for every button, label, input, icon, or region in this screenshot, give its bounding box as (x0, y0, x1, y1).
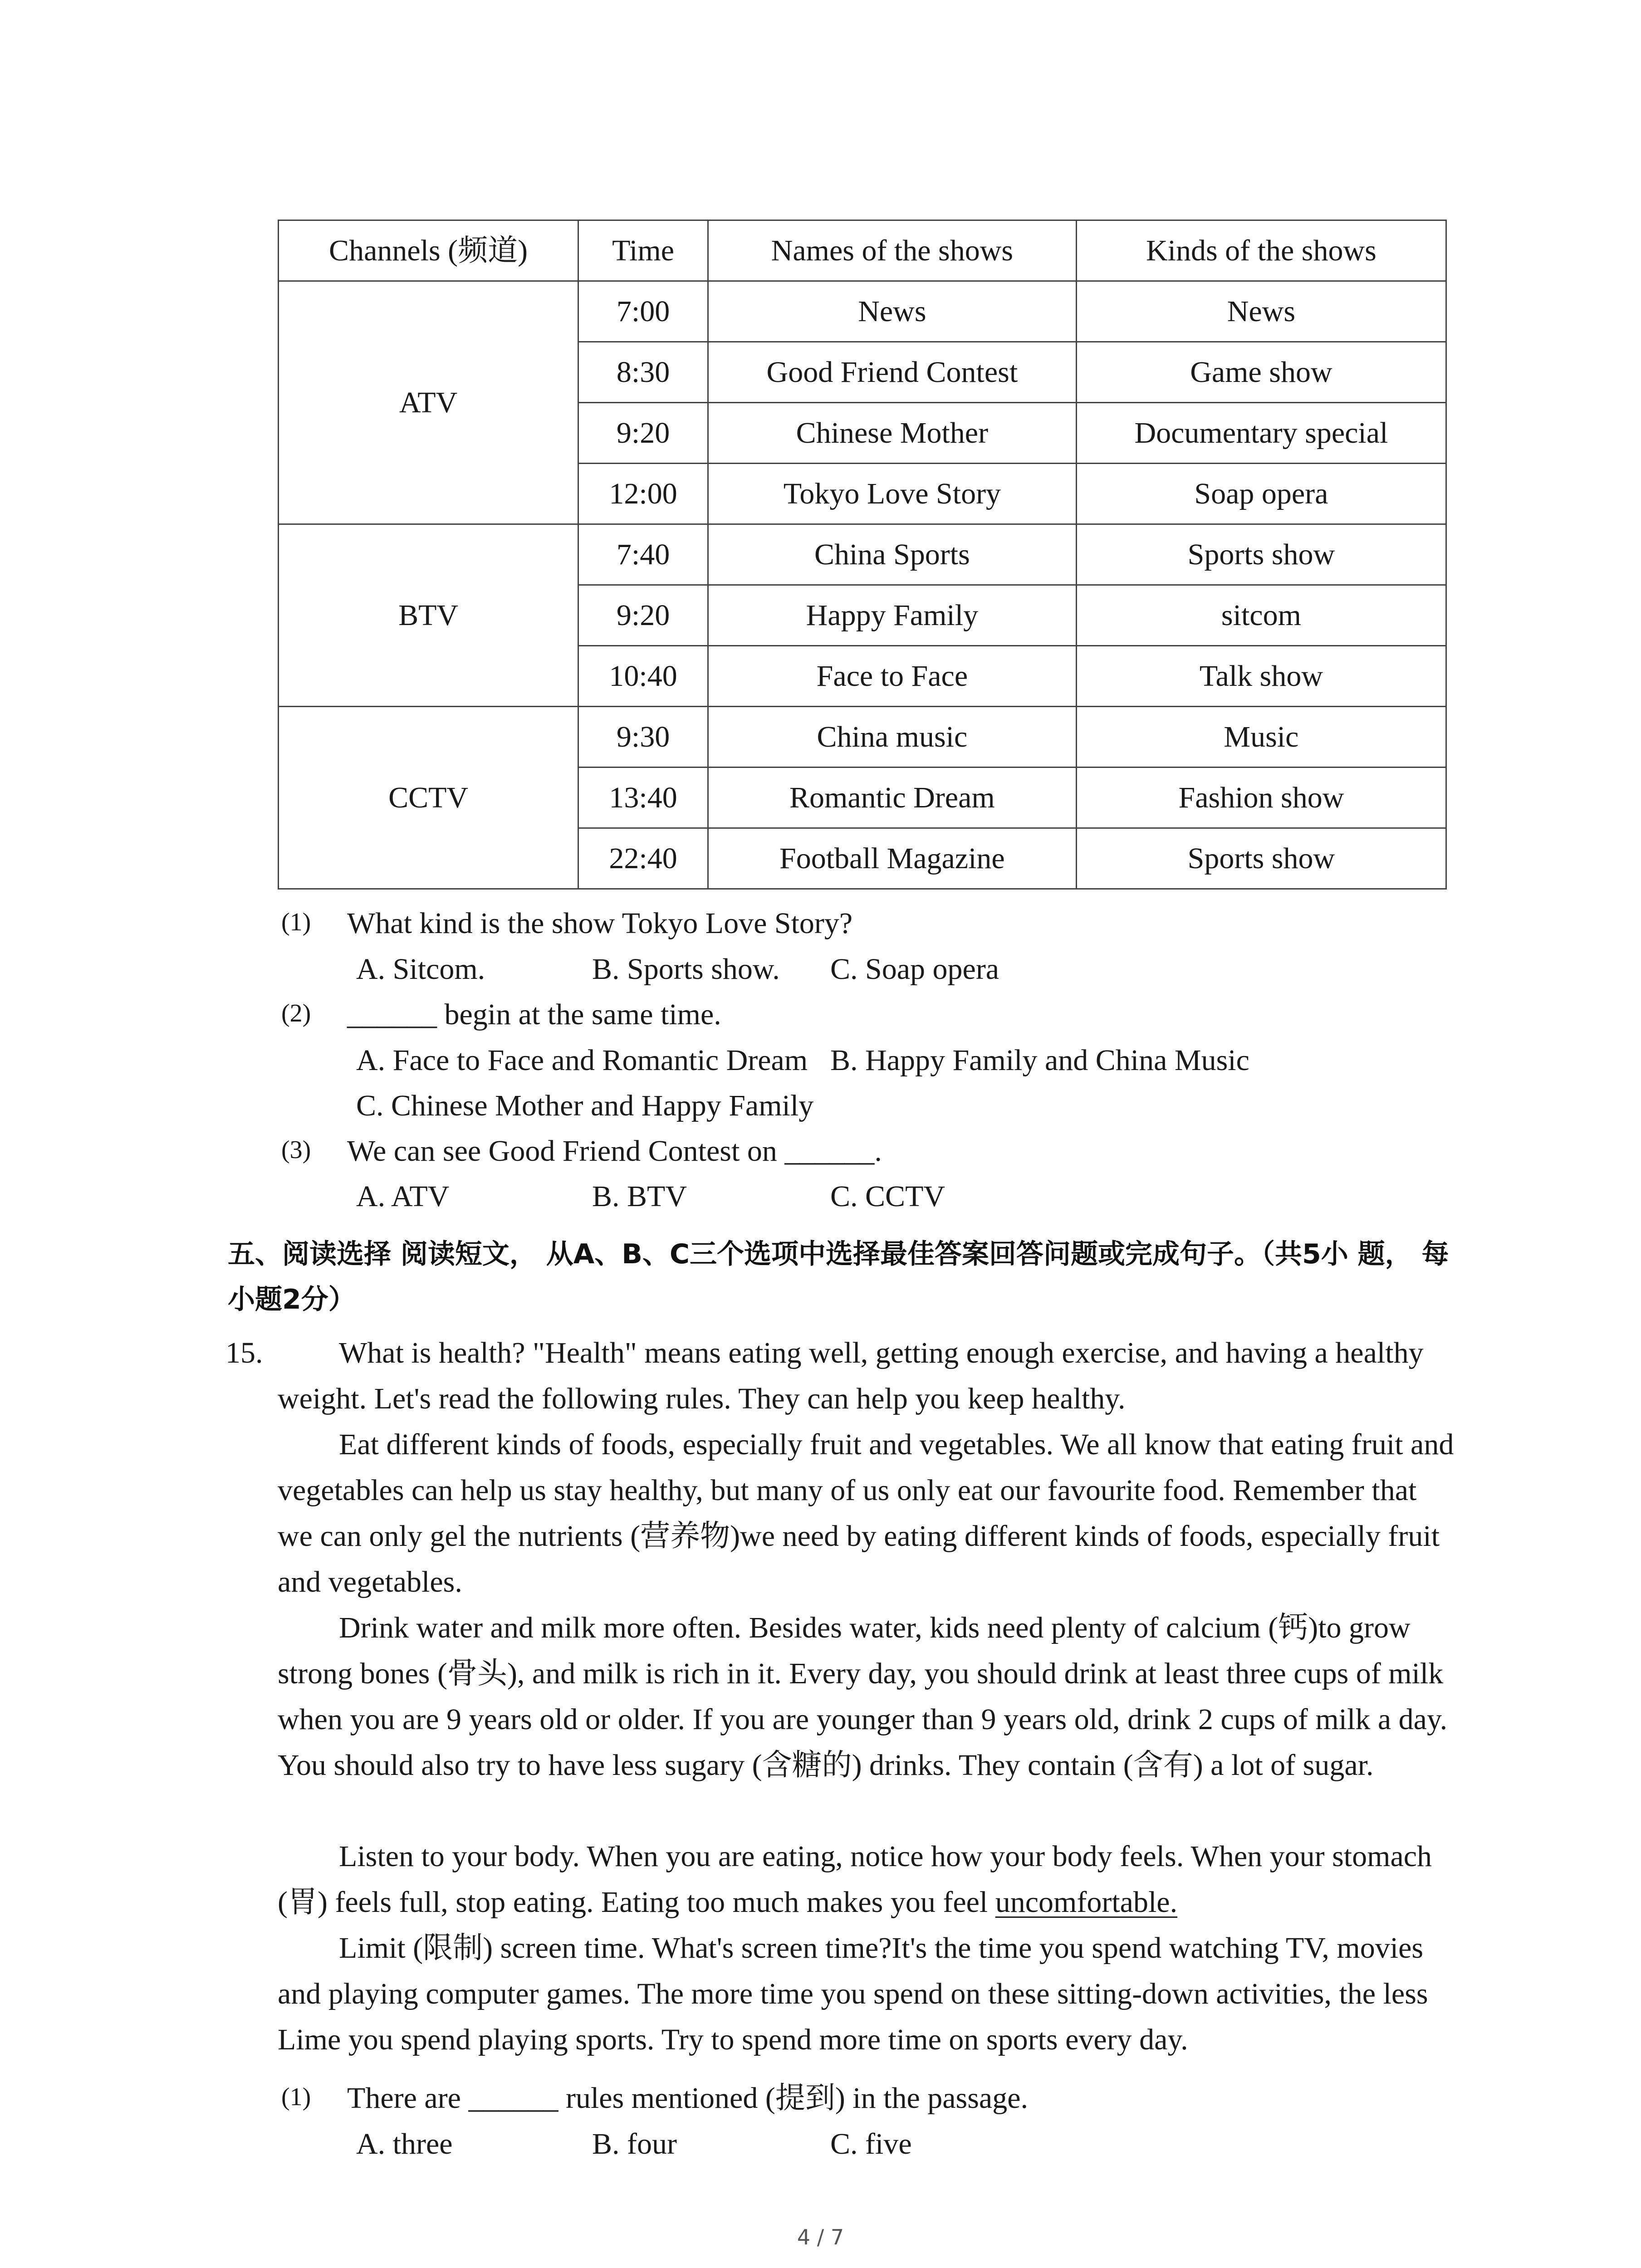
passage-number: 15. (225, 1336, 263, 1369)
option-c: C. Soap opera (830, 953, 999, 986)
question-number: (1) (281, 908, 311, 936)
passage-paragraph-4 (278, 1833, 1457, 1925)
question-text: ______ begin at the same time. (347, 998, 721, 1031)
show-kind-cell: Soap opera (1076, 464, 1446, 524)
table-row (279, 707, 1446, 767)
time-cell: 7:00 (578, 281, 708, 342)
passage-paragraph-2: Eat different kinds of foods, especially fruit and vegetables. We all know that eating fruit and vegetables can help us stay healthy, but many of us only eat our favourite food. Remember that we can only gel the nutrients (营养物)we need by eating different kinds of foods, especially fruit and vegetables. (278, 1428, 1454, 1598)
channel-cell: ATV (279, 281, 578, 524)
question-text: What kind is the show Tokyo Love Story? (347, 907, 853, 940)
channel-cell: CCTV (279, 707, 578, 889)
time-cell: 9:20 (578, 403, 708, 464)
show-kind-cell: Fashion show (1076, 767, 1446, 828)
passage-line: weight. Let's read the following rules. They can help you keep healthy. (278, 1382, 1126, 1415)
option-a: A. Face to Face and Romantic Dream (356, 1044, 808, 1077)
option-a: A. three (356, 2127, 453, 2160)
show-name-cell: Football Magazine (708, 828, 1076, 889)
time-cell: 7:40 (578, 524, 708, 585)
passage-paragraph-1-cont (278, 1376, 1457, 1422)
passage-text: Listen to your body. When you are eating, notice how your body feels. When your stomach (胃) feels full, stop eating. Eating too much makes you feel (278, 1840, 1432, 1919)
tv-schedule-table (278, 220, 1447, 890)
table-header-row (279, 220, 1446, 281)
underlined-word: uncomfortable. (995, 1886, 1178, 1919)
show-name-cell: News (708, 281, 1076, 342)
show-kind-cell: Sports show (1076, 828, 1446, 889)
question-number: (3) (281, 1136, 311, 1164)
passage-paragraph-5: Limit (限制) screen time. What's screen time?It's the time you spend watching TV, movies and playing computer games. The more time you spend on these sitting-down activities, the less Lime you spend playing sports. Try to spend more time on sports every day. (278, 1931, 1428, 2056)
show-kind-cell: Talk show (1076, 646, 1446, 707)
question-text: We can see Good Friend Contest on ______. (347, 1134, 882, 1168)
question-text: There are ______ rules mentioned (提到) in the passage. (347, 2082, 1029, 2115)
option-b: B. four (592, 2127, 677, 2160)
page-number: 4 / 7 (797, 2225, 844, 2249)
show-kind-cell: sitcom (1076, 585, 1446, 646)
show-kind-cell: Game show (1076, 342, 1446, 403)
show-kind-cell: Music (1076, 707, 1446, 767)
option-c: C. CCTV (830, 1180, 945, 1213)
passage-paragraph-1 (278, 1330, 1457, 1376)
header-show-names: Names of the shows (708, 220, 1076, 281)
section-heading: 五、阅读选择 阅读短文， 从A、B、C三个选项中选择最佳答案回答问题或完成句子。（共5小 题， 每小题2分） (228, 1238, 1449, 1315)
show-name-cell: China music (708, 707, 1076, 767)
option-b: B. BTV (592, 1180, 687, 1213)
table-row (279, 524, 1446, 585)
option-a: A. Sitcom. (356, 953, 485, 986)
channel-cell: BTV (279, 524, 578, 707)
table-row (279, 281, 1446, 342)
option-a: A. ATV (356, 1180, 450, 1213)
show-name-cell: Face to Face (708, 646, 1076, 707)
show-name-cell: Happy Family (708, 585, 1076, 646)
option-b: B. Happy Family and China Music (830, 1044, 1249, 1077)
time-cell: 12:00 (578, 464, 708, 524)
header-show-kinds: Kinds of the shows (1076, 220, 1446, 281)
show-name-cell: China Sports (708, 524, 1076, 585)
show-name-cell: Romantic Dream (708, 767, 1076, 828)
show-name-cell: Tokyo Love Story (708, 464, 1076, 524)
question-number: (2) (281, 999, 311, 1027)
question-number: (1) (281, 2083, 311, 2111)
passage-paragraph-3: Drink water and milk more often. Besides water, kids need plenty of calcium (钙)to grow strong bones (骨头), and milk is rich in it. Every day, you should drink at least three cups of milk when you are 9 years old or older. If you are younger than 9 years old, drink 2 cups of milk a day. You should also try to have less sugary (含糖的) drinks. They contain (含有) a lot of sugar. (278, 1611, 1448, 1782)
time-cell: 9:20 (578, 585, 708, 646)
option-b: B. Sports show. (592, 953, 780, 986)
show-kind-cell: Documentary special (1076, 403, 1446, 464)
time-cell: 10:40 (578, 646, 708, 707)
passage-line: What is health? "Health" means eating well, getting enough exercise, and having a healthy (339, 1336, 1424, 1369)
show-name-cell: Good Friend Contest (708, 342, 1076, 403)
option-c: C. Chinese Mother and Happy Family (356, 1089, 814, 1122)
header-time: Time (578, 220, 708, 281)
time-cell: 13:40 (578, 767, 708, 828)
time-cell: 8:30 (578, 342, 708, 403)
time-cell: 22:40 (578, 828, 708, 889)
time-cell: 9:30 (578, 707, 708, 767)
show-name-cell: Chinese Mother (708, 403, 1076, 464)
option-c: C. five (830, 2127, 912, 2160)
header-channels: Channels (频道) (279, 220, 578, 281)
show-kind-cell: News (1076, 281, 1446, 342)
show-kind-cell: Sports show (1076, 524, 1446, 585)
